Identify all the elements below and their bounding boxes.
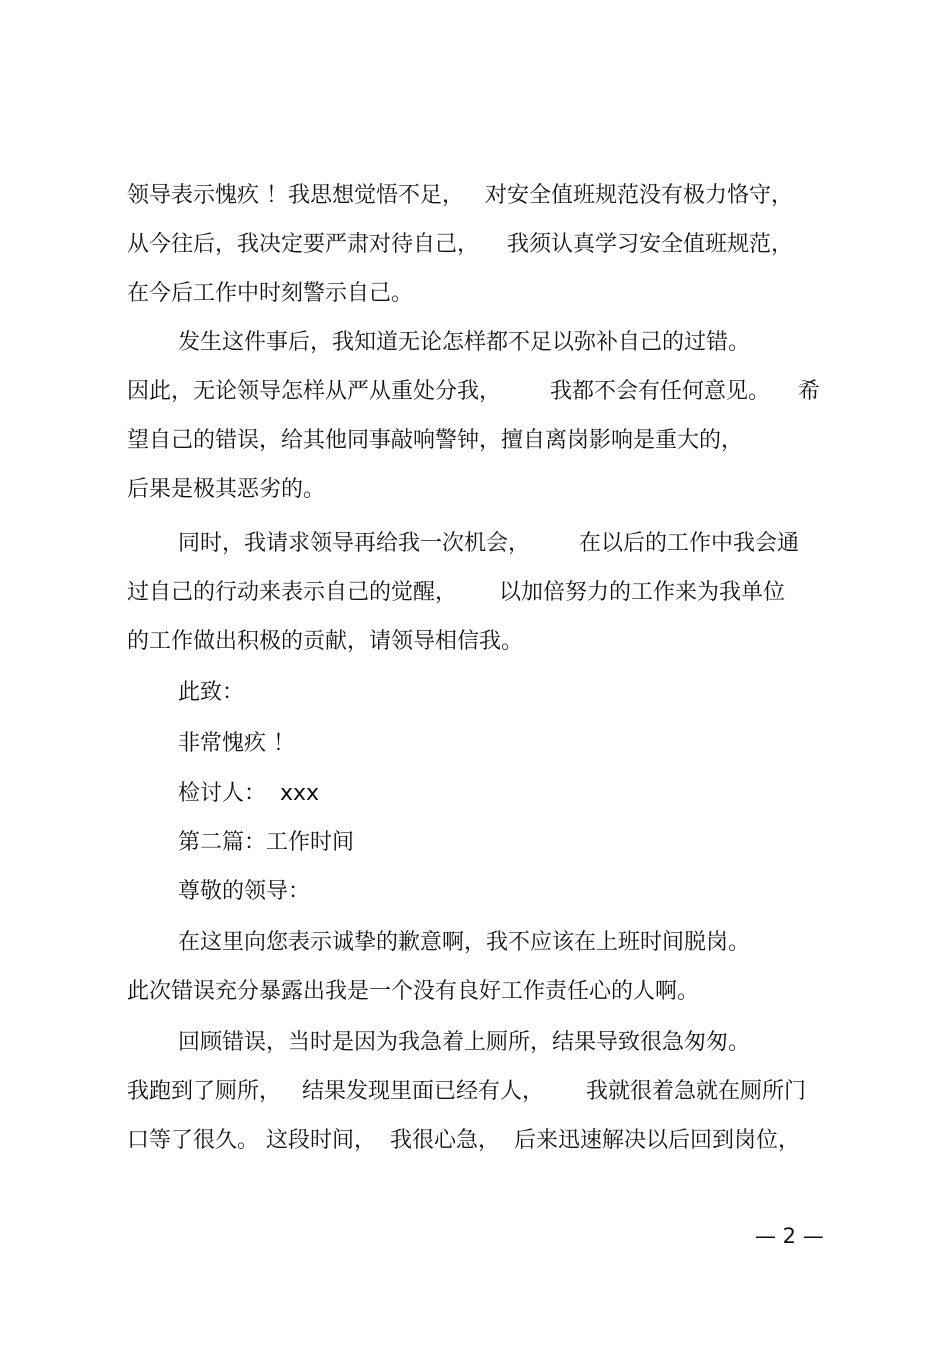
text-line: 第二篇：工作时间 [178,830,355,855]
text-line: 领导表示愧疚 ！我思想觉悟不足， 对安全值班规范没有极力恪守， [127,183,793,208]
text-line: 在这里向您表示诚挚的歉意啊，我不应该在上班时间脱岗。 [178,930,751,955]
text-line: 望自己的错误，给其他同事敲响警钟，擅自离岗影响是重大的， [127,428,744,453]
text-line: 后果是极其恶劣的。 [127,477,326,502]
text-line: 此致： [178,680,245,705]
text-line: 同时，我请求领导再给我一次机会， 在以后的工作中我会通 [178,531,799,556]
text-line: 尊敬的领导： [178,879,311,904]
text-line: 非常愧疚 ！ [178,731,295,756]
text-line: 检讨人： xxx [178,781,320,806]
text-line: 口等了很久。 这段时间， 我很心急， 后来迅速解决以后回到岗位， [127,1128,800,1153]
text-line: 此次错误充分暴露出我是一个没有良好工作责任心的人啊。 [127,979,700,1004]
text-line: 在今后工作中时刻警示自己。 [127,281,414,306]
text-line: 发生这件事后，我知道无论怎样都不足以弥补自己的过错。 [178,330,751,355]
text-line: 从今往后，我决定要严肃对待自己， 我须认真学习安全值班规范， [127,232,793,257]
text-line: 我跑到了厕所， 结果发现里面已经有人， 我就很着急就在厕所门 [127,1079,806,1104]
text-line: 的工作做出积极的贡献，请领导相信我。 [127,629,524,654]
text-line: 过自己的行动来表示自己的觉醒， 以加倍努力的工作来为我单位 [127,580,785,605]
page-number: — 2 — [755,1224,824,1248]
text-line: 因此，无论领导怎样从严从重处分我， 我都不会有任何意见。 希 [127,379,820,404]
text-line: 回顾错误，当时是因为我急着上厕所，结果导致很急匆匆。 [178,1030,751,1055]
